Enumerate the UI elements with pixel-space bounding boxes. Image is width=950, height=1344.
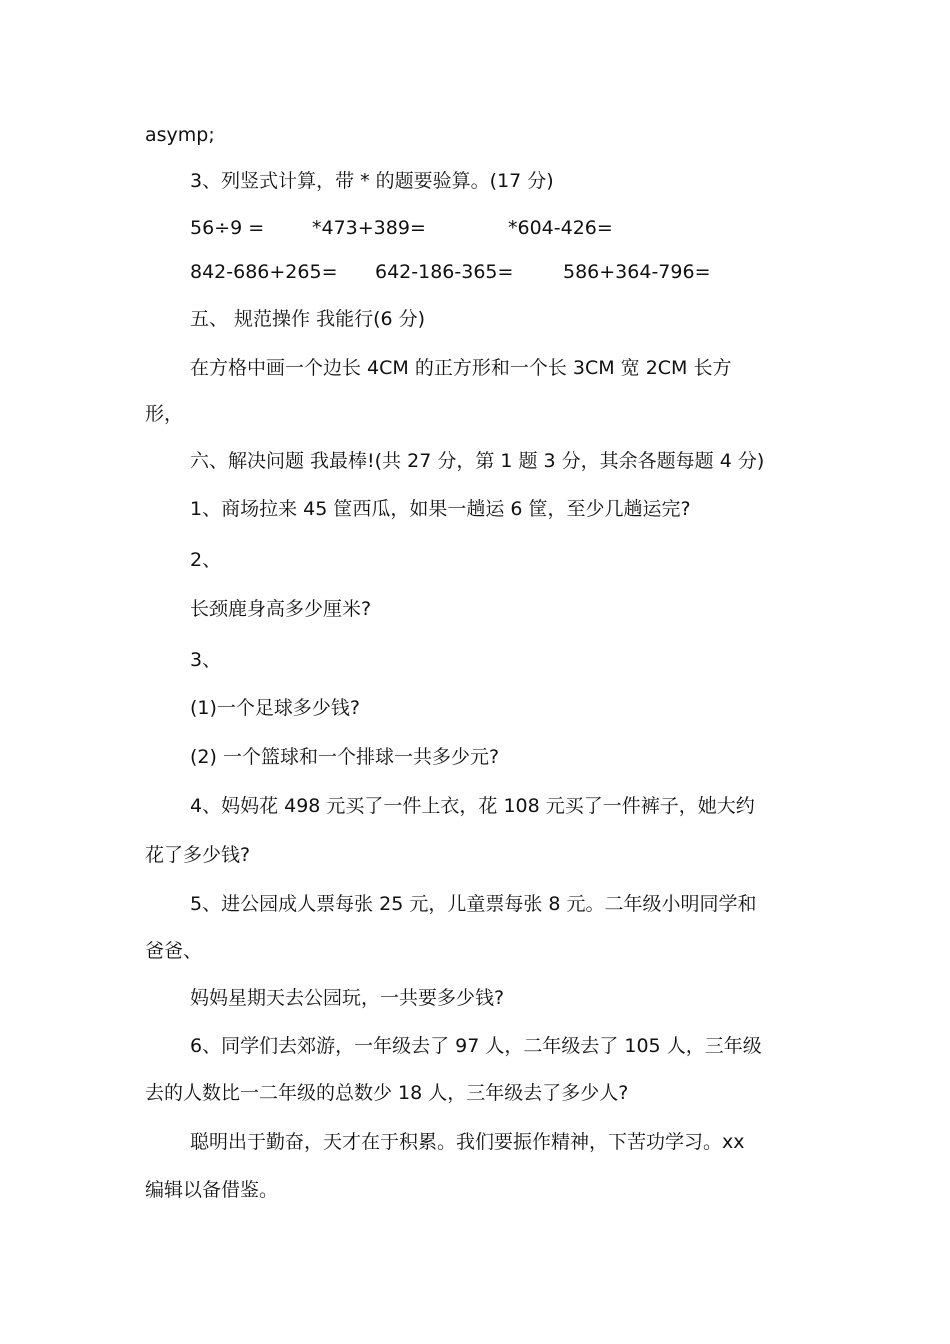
problem-line: 1、商场拉来 45 筐西瓜，如果一趟运 6 筐，至少几趟运完?: [190, 498, 691, 520]
calc-problem: *604-426=: [508, 217, 613, 239]
calc-problem: 56÷9 =: [190, 217, 265, 239]
text-line: asymp;: [145, 124, 215, 146]
closing-line: 编辑以备借鉴。: [145, 1179, 279, 1201]
problem-line: 2、: [190, 549, 222, 571]
problem-line: 4、妈妈花 498 元买了一件上衣，花 108 元买了一件裤子，她大约: [190, 795, 755, 817]
text-line: 形，: [145, 403, 184, 425]
problem-line: 5、进公园成人票每张 25 元，儿童票每张 8 元。二年级小明同学和: [190, 893, 757, 915]
problem-line: 妈妈星期天去公园玩，一共要多少钱?: [190, 987, 505, 1009]
calc-problem: 586+364-796=: [563, 261, 711, 283]
closing-line: 聪明出于勤奋，天才在于积累。我们要振作精神，下苦功学习。xx: [190, 1131, 745, 1153]
text-line: 在方格中画一个边长 4CM 的正方形和一个长 3CM 宽 2CM 长方: [190, 357, 732, 379]
problem-line: 长颈鹿身高多少厘米?: [190, 598, 372, 620]
problem-line: (1)一个足球多少钱?: [190, 697, 360, 719]
section-heading-drawing: 五、 规范操作 我能行(6 分): [190, 308, 426, 330]
problem-line: (2) 一个篮球和一个排球一共多少元?: [190, 746, 500, 768]
calc-problem: 842-686+265=: [190, 261, 338, 283]
problem-line: 花了多少钱?: [145, 844, 251, 866]
problem-line: 3、: [190, 649, 222, 671]
problem-line: 去的人数比一二年级的总数少 18 人，三年级去了多少人?: [145, 1082, 629, 1104]
section-heading-problems: 六、解决问题 我最棒!(共 27 分，第 1 题 3 分，其余各题每题 4 分): [190, 450, 765, 472]
calc-problem: *473+389=: [312, 217, 426, 239]
problem-line: 6、同学们去郊游，一年级去了 97 人，二年级去了 105 人，三年级: [190, 1035, 762, 1057]
section-heading-vertical-calc: 3、列竖式计算，带 * 的题要验算。(17 分): [190, 170, 554, 192]
problem-line: 爸爸、: [145, 940, 203, 962]
calc-problem: 642-186-365=: [375, 261, 514, 283]
